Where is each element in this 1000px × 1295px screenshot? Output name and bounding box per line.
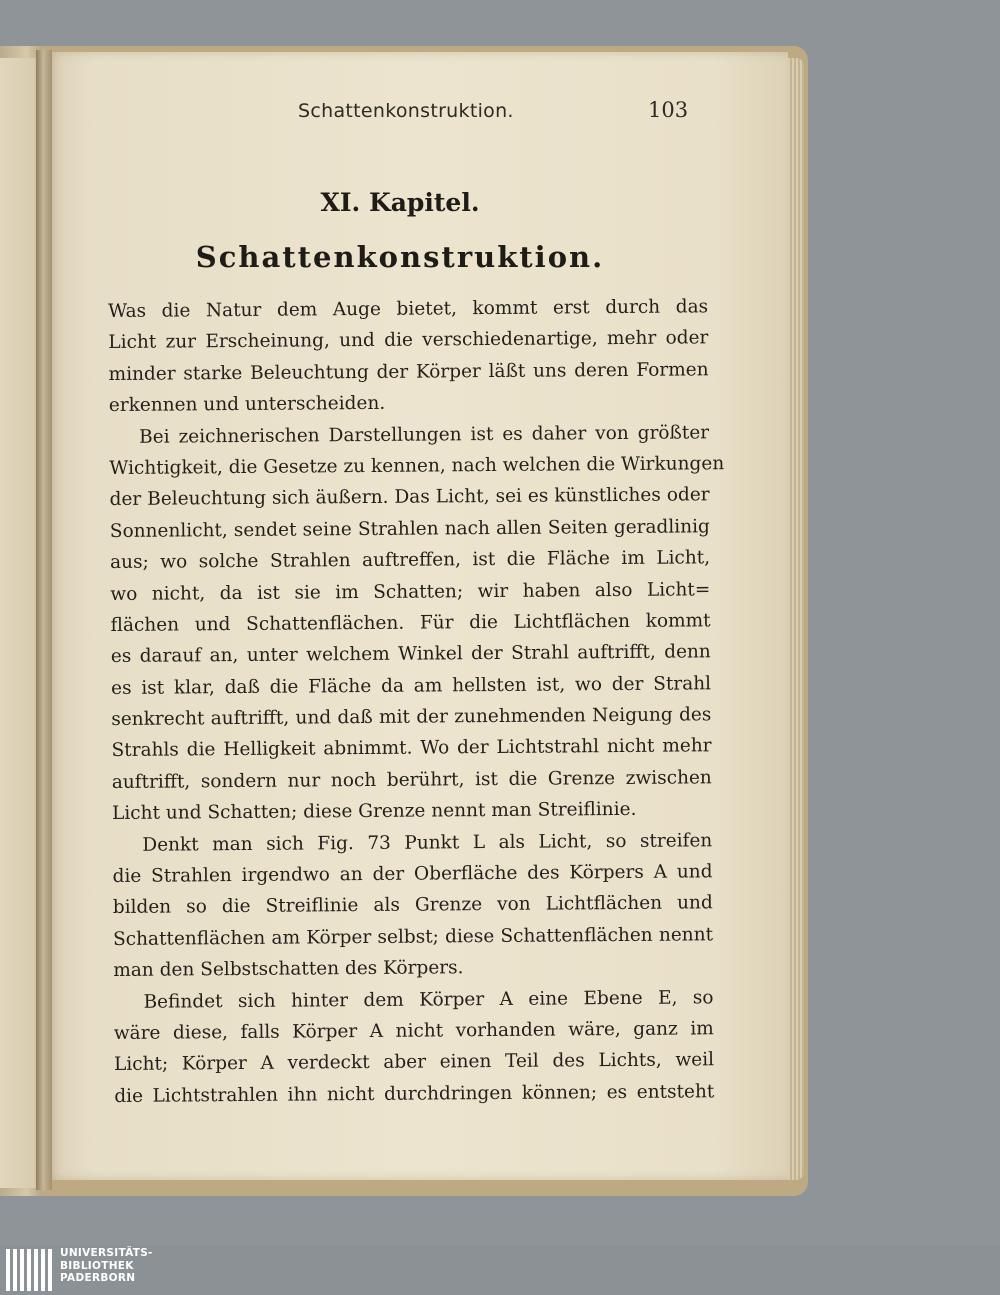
text-line: Denkt man sich Fig. 73 Punkt L als Licht, so streifen: [142, 829, 713, 856]
text-line: minder starke Beleuchtung der Körper läßt uns deren Formen: [108, 359, 709, 385]
text-line: es darauf an, unter welchem Winkel der Strahl auftrifft, denn: [110, 641, 711, 668]
page-number: 103: [648, 98, 689, 122]
chapter-label: XI. Kapitel.: [320, 188, 480, 217]
running-head: Schattenkonstruktion.: [298, 100, 514, 122]
text-line: Bei zeichnerischen Darstellungen ist es daher von größter: [139, 421, 710, 448]
text-line: Licht; Körper A verdeckt aber einen Teil des Lichts, weil: [113, 1049, 715, 1076]
text-line: der Beleuchtung sich äußern. Das Licht, sei es künstliches oder: [109, 484, 710, 511]
text-line: Licht und Schatten; diese Grenze nennt man Streiflinie.: [111, 799, 637, 825]
text-line: Strahls die Helligkeit abnimmt. Wo der Lichtstrahl nicht mehr: [111, 735, 712, 762]
library-logo-icon: [4, 1247, 54, 1293]
text-line: die Lichtstrahlen ihn nicht durchdringen können; es entsteht: [114, 1081, 715, 1107]
text-line: wäre diese, falls Körper A nicht vorhanden wäre, ganz im: [113, 1018, 714, 1044]
text-line: flächen und Schattenflächen. Für die Lichtflächen kommt: [110, 610, 711, 636]
text-line: auftrifft, sondern nur noch berührt, ist die Grenze zwischen: [111, 767, 712, 793]
text-line: es ist klar, daß die Fläche da am hellsten ist, wo der Strahl: [110, 672, 712, 699]
text-line: Was die Natur dem Auge bietet, kommt erst durch das: [108, 296, 709, 322]
chapter-title: Schattenkonstruktion.: [195, 240, 605, 274]
book-gutter: [36, 50, 52, 1190]
text-line: Sonnenlicht, sendet seine Strahlen nach allen Seiten geradlinig: [109, 516, 710, 542]
text-line: aus; wo solche Strahlen auftreffen, ist die Fläche im Licht,: [110, 547, 711, 574]
text-line: bilden so die Streiflinie als Grenze von Lichtflächen und: [112, 892, 713, 919]
text-line: man den Selbstschatten des Körpers.: [113, 957, 464, 982]
library-name: UNIVERSITÄTS- BIBLIOTHEK PADERBORN: [60, 1247, 153, 1284]
text-line: erkennen und unterscheiden.: [108, 392, 386, 417]
text-line: Befindet sich hinter dem Körper A eine Ebene E, so: [143, 986, 714, 1013]
text-line: wo nicht, da ist sie im Schatten; wir haben also Licht=: [110, 578, 711, 605]
text-line: Schattenflächen am Körper selbst; diese Schattenflächen nennt: [112, 924, 714, 950]
body-text: [108, 291, 725, 1112]
text-line: die Strahlen irgendwo an der Oberfläche des Körpers A und: [112, 861, 713, 888]
text-line: Licht zur Erscheinung, und die verschiedenartige, mehr oder: [108, 327, 709, 354]
text-line: senkrecht auftrifft, und daß mit der zunehmenden Neigung des: [111, 704, 712, 731]
text-line: Wichtigkeit, die Gesetze zu kennen, nach welchen die Wirkungen: [109, 453, 725, 479]
library-footer: [0, 1245, 1000, 1295]
